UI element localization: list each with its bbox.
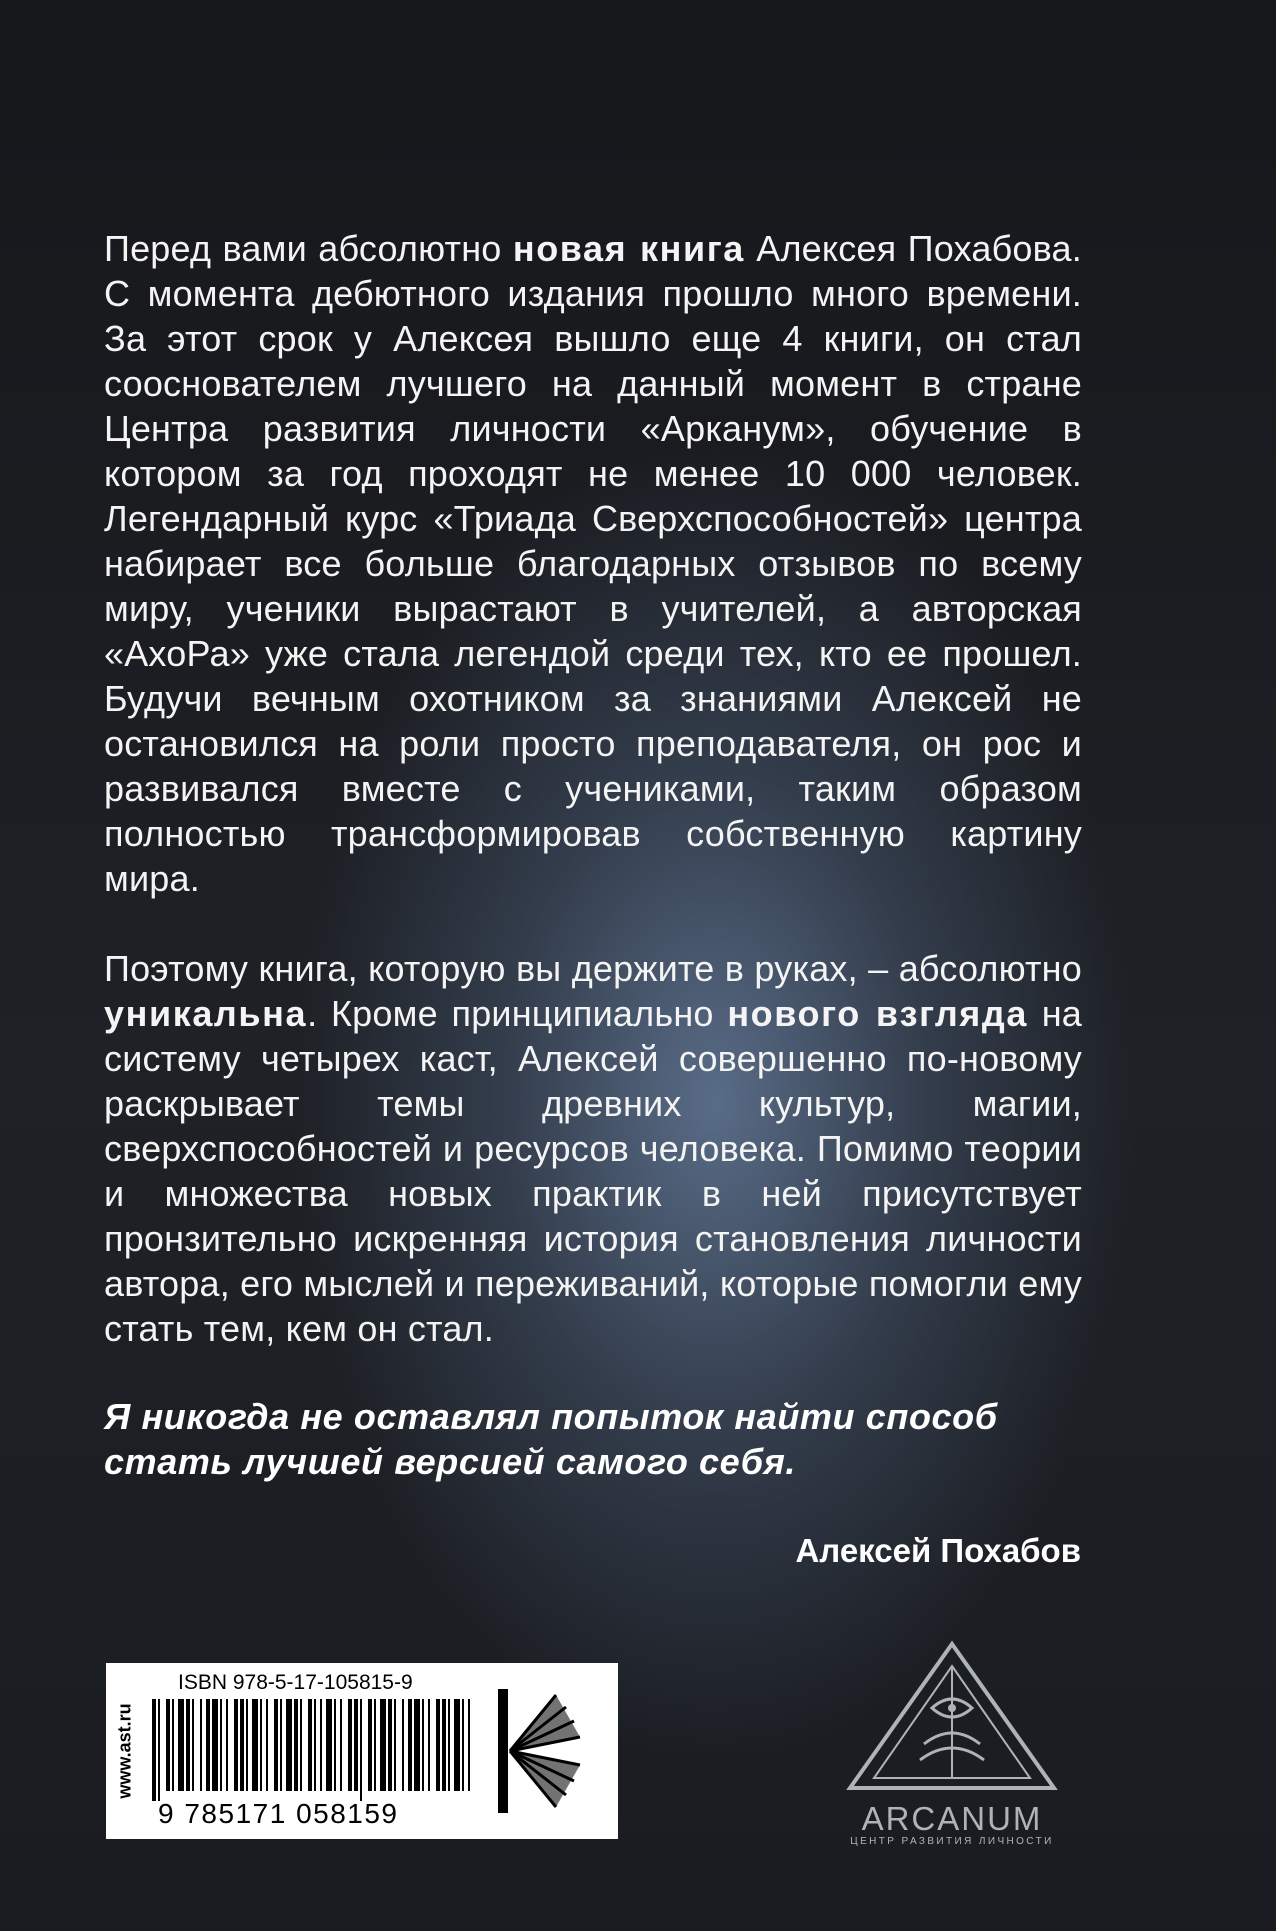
barcode-bar (274, 1699, 278, 1791)
barcode-bar (402, 1699, 404, 1791)
barcode-bar (408, 1699, 412, 1791)
barcode-bar (234, 1699, 238, 1791)
barcode-bar (394, 1699, 396, 1791)
p2-text-1: Поэтому книга, которую вы держите в руках, – абсолютно (104, 948, 1082, 989)
barcode-bar (240, 1699, 244, 1791)
barcode-bar (178, 1699, 184, 1791)
barcode-bar (374, 1699, 376, 1791)
quote-line-1: Я никогда не оставлял попыток найти способ (104, 1396, 998, 1437)
barcode-bar (454, 1699, 460, 1791)
arcanum-name: ARCANUM (861, 1800, 1043, 1837)
p2-bold-new-view: нового взгляда (727, 993, 1028, 1034)
barcode-bar (280, 1699, 282, 1791)
barcode-bar (360, 1699, 362, 1801)
author-quote (104, 1394, 1094, 1484)
barcode-bar (380, 1699, 386, 1791)
barcode-panel (106, 1663, 618, 1839)
barcode-bar (308, 1699, 312, 1791)
barcode-bar (246, 1699, 248, 1791)
barcode-bar (252, 1699, 258, 1791)
arcanum-triangle-icon (840, 1640, 1064, 1800)
barcode-bar (326, 1699, 332, 1791)
arcanum-logo (840, 1640, 1064, 1860)
publisher-website-text: www.ast.ru (114, 1703, 135, 1799)
barcode-bar (152, 1699, 156, 1801)
barcode-bar (220, 1699, 222, 1791)
isbn-label: ISBN 978-5-17-105815-9 (178, 1671, 413, 1694)
arcanum-tagline: ЦЕНТР РАЗВИТИЯ ЛИЧНОСТИ (850, 1836, 1054, 1847)
p1-bold-new-book: новая книга (512, 228, 745, 269)
barcode-bar (334, 1699, 336, 1791)
barcode-bar (212, 1699, 218, 1791)
description-paragraph-1 (104, 226, 1082, 901)
barcode-bar (368, 1699, 372, 1791)
barcode-bar (206, 1699, 210, 1791)
barcode-bar (414, 1699, 420, 1791)
barcode-bar (340, 1699, 342, 1791)
barcode-bar (172, 1699, 174, 1791)
barcode-bar (442, 1699, 446, 1791)
publisher-logo-icon (486, 1685, 586, 1817)
barcode-digits: 9 785171 058159 (158, 1798, 399, 1829)
barcode-bar (436, 1699, 440, 1791)
barcode-bar (286, 1699, 292, 1791)
p2-text-3: на систему четырех каст, Алексей совершенно по-новому раскрывает темы древних культур, магии, сверхспособностей и ресурсов человека. Помимо теории и множества новых практик в ней присутствует пронзительно искренняя история становления личности автора, его мыслей и переживаний, которые помогли ему стать тем, кем он стал. (104, 993, 1083, 1349)
barcode-bar (200, 1699, 202, 1791)
barcode-bar (354, 1699, 358, 1791)
quote-line-2: стать лучшей версией самого себя. (104, 1441, 797, 1482)
barcode-bar (314, 1699, 316, 1791)
barcode-bar (260, 1699, 262, 1791)
barcode-bar (300, 1699, 302, 1791)
publisher-website (112, 1663, 138, 1839)
p1-text-2: Алексея Похабова. С момента дебютного издания прошло много времени. За этот срок у Алексея вышло еще 4 книги, он стал сооснователем лучшего на данный момент в стране Центра развития личности «Арканум», обучение в котором за год проходят не менее 10 000 человек. Легендарный курс «Триада Сверхспособностей» центра набирает все больше благодарных отзывов по всему миру, ученики вырастают в учителей, а авторская «АхоРа» уже стала легендой среди тех, кто ее прошел. Будучи вечным охотником за знаниями Алексей не остановился на роли просто преподавателя, он рос и развивался вместе с учениками, таким образом полностью трансформировав собственную картину мира. (104, 228, 1082, 899)
barcode-bar (158, 1699, 160, 1801)
barcode-bar (348, 1699, 352, 1791)
barcode-bar (468, 1699, 470, 1791)
description-paragraph-2 (104, 946, 1082, 1351)
author-signature: Алексей Похабов (795, 1532, 1081, 1569)
barcode-bar (428, 1699, 430, 1791)
barcode-bars (150, 1699, 480, 1801)
barcode-bar (388, 1699, 392, 1791)
p1-text-1: Перед вами абсолютно (104, 228, 513, 269)
barcode-bar (294, 1699, 298, 1791)
barcode-bar (186, 1699, 190, 1791)
barcode-bar (166, 1699, 170, 1791)
barcode-bar (266, 1699, 268, 1791)
barcode-bar (462, 1699, 464, 1791)
barcode-bar (422, 1699, 424, 1791)
barcode-bar (226, 1699, 228, 1791)
barcode-bar (320, 1699, 322, 1791)
barcode-bar (448, 1699, 450, 1791)
barcode-bar (192, 1699, 194, 1791)
p2-bold-unique: уникальна (104, 993, 308, 1034)
p2-text-2: . Кроме принципиально (307, 993, 728, 1034)
